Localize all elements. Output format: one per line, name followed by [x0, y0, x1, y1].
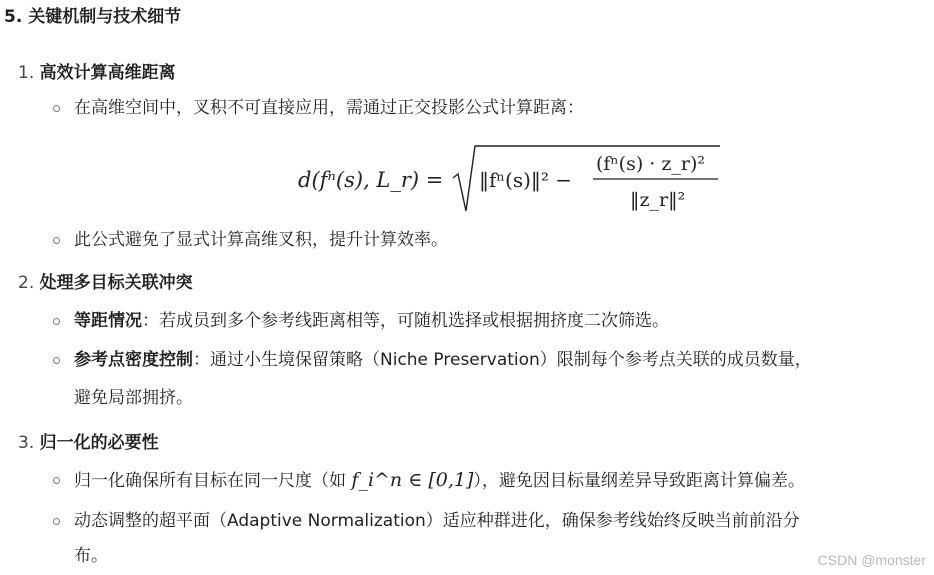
list-item-continuation [74, 537, 108, 575]
watermark: CSDN @monster [817, 552, 926, 568]
list-item-text: 动态调整的超平面（Adaptive Normalization）适应种群进化，确保参考线始终反映当前前沿分 [74, 511, 800, 531]
formula-denominator: ‖z_r‖² [630, 189, 686, 211]
formula-numerator: (fⁿ(s) · z_r)² [596, 153, 705, 175]
list-item-text: 归一化确保所有目标在同一尺度（如 [74, 471, 352, 491]
ordered-item-1 [18, 58, 176, 83]
bullet-icon [53, 357, 60, 364]
ordered-item-3 [18, 428, 159, 453]
list-item-text: ：若成员到多个参考线距离相等，可随机选择或根据拥挤度二次筛选。 [142, 311, 669, 331]
ordered-item-title: 归一化的必要性 [39, 433, 159, 453]
ordered-item-title: 处理多目标关联冲突 [39, 273, 193, 293]
list-item-label: 等距情况 [74, 311, 142, 331]
list-item [74, 221, 448, 259]
list-item-text: 布。 [74, 546, 108, 566]
list-item [74, 502, 800, 540]
list-item-text: ：通过小生境保留策略（Niche Preservation）限制每个参考点关联的成员数量， [193, 350, 812, 370]
section-heading: 5. 关键机制与技术细节 [4, 7, 182, 27]
bullet-icon [53, 477, 60, 484]
formula-lhs: d(fⁿ(s), L_r) = [298, 168, 444, 192]
ordered-item-2 [18, 268, 193, 293]
list-item-text: 在高维空间中，叉积不可直接应用，需通过正交投影公式计算距离： [74, 98, 584, 118]
ordered-item-number: 3. [18, 433, 35, 453]
list-item-label: 参考点密度控制 [74, 350, 193, 370]
list-item [74, 461, 805, 500]
list-item-text: 避免局部拥挤。 [74, 388, 193, 408]
formula-svg [294, 138, 734, 218]
inline-math: f_i^n ∈ [0,1] [351, 469, 474, 491]
ordered-item-number: 2. [18, 273, 35, 293]
formula-norm-term: ‖fⁿ(s)‖² − [479, 168, 573, 192]
list-item-text: ），避免因目标量纲差异导致距离计算偏差。 [473, 471, 805, 491]
bullet-icon [53, 105, 60, 112]
list-item-continuation [74, 379, 193, 417]
ordered-item-title: 高效计算高维距离 [39, 63, 176, 83]
ordered-item-number: 1. [18, 63, 35, 83]
bullet-icon [53, 318, 60, 325]
list-item [74, 302, 669, 340]
list-item-text: 此公式避免了显式计算高维叉积，提升计算效率。 [74, 230, 448, 250]
bullet-icon [53, 518, 60, 525]
list-item [74, 89, 584, 127]
distance-formula [294, 138, 734, 218]
bullet-icon [53, 237, 60, 244]
list-item [74, 341, 812, 379]
